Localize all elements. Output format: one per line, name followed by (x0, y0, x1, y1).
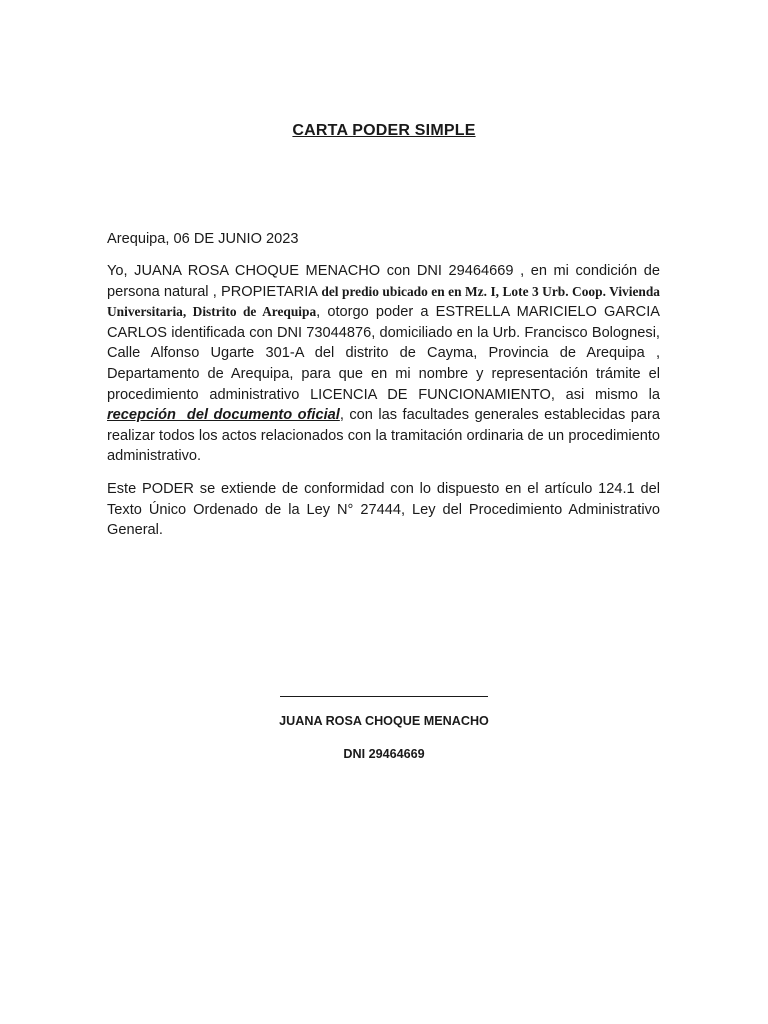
signatory-name: JUANA ROSA CHOQUE MENACHO (279, 714, 489, 728)
paragraph-1-text-b: , otorgo poder a ESTRELLA MARICIELO GARCIA CARLOS identificada con DNI 73044876, domiciliado en la Urb. Francisco Bolognesi, Calle Alfonso Ugarte 301-A del distrito de Cayma, Provincia de Arequipa , Departamento de Arequipa, para que en mi nombre y representación trámite el procedimiento administrativo LICENCIA DE FUNCIONAMIENTO, asi mismo la (107, 304, 660, 403)
paragraph-1-text-a: Yo, JUANA ROSA CHOQUE MENACHO con DNI 29464669 , en mi condición de persona natural , PROPIETARIA (107, 263, 660, 300)
signatory-dni: DNI 29464669 (343, 747, 425, 761)
paragraph-legal-basis: Este PODER se extiende de conformidad con lo dispuesto en el artículo 124.1 del Texto Único Ordenado de la Ley N° 27444, Ley del Procedimiento Administrativo General. (107, 481, 660, 539)
signature-line (280, 696, 488, 697)
emphasized-document-reception: recepción del documento oficial (107, 407, 340, 424)
property-location-text: del predio ubicado en en Mz. I, Lote 3 Urb. Coop. Vivienda Universitaria, Distrito de Arequipa (107, 283, 660, 320)
document-title: CARTA PODER SIMPLE (292, 122, 476, 139)
paragraph-1-text-c: , con las facultades generales establecidas para realizar todos los actos relacionados con la tramitación ordinaria de un procedimiento administrativo. (107, 407, 661, 465)
date-line: Arequipa, 06 DE JUNIO 2023 (107, 231, 299, 247)
paragraph-grant-of-power (107, 261, 660, 467)
